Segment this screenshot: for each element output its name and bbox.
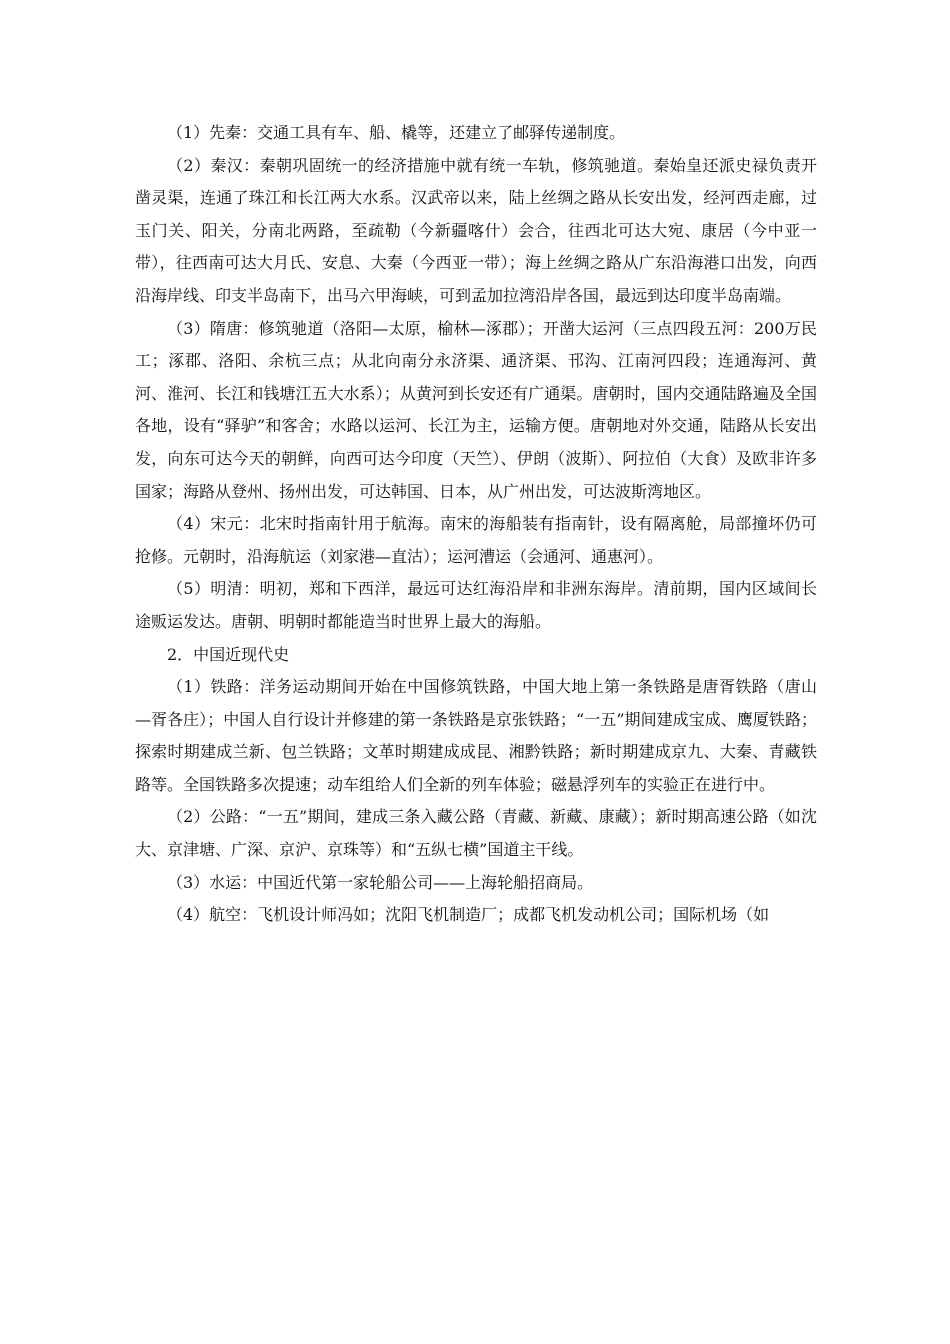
paragraph-water-transport: （3）水运：中国近代第一家轮船公司——上海轮船招商局。	[167, 872, 594, 892]
paragraph-pre-qin: （1）先秦：交通工具有车、船、橇等，还建立了邮驿传递制度。	[167, 123, 626, 142]
section-heading: 2．中国近现代史	[167, 644, 290, 664]
paragraph-qin-han: （2）秦汉：秦朝巩固统一的经济措施中就有统一车轨，修筑驰道。秦始皇还派史禄负责开凿灵渠，连通了珠江和长江两大水系。汉武帝以来，陆上丝绸之路从长安出发，经河西走廊，过玉门关、阳关，分南北两路，至疏勒（今新疆喀什）会合，往西北可达大宛、康居（今中亚一带），往西南可达大月氏、安息、大秦（今西亚一带）；海上丝绸之路从广东沿海港口出发，向西沿海岸线、印支半岛南下，出马六甲海峡，可到孟加拉湾沿岸各国，最远到达印度半岛南端。	[135, 155, 817, 305]
paragraph-highway: （2）公路：“一五”期间，建成三条入藏公路（青藏、新藏、康藏）；新时期高速公路（如沈大、京津塘、广深、京沪、京珠等）和“五纵七横”国道主干线。	[135, 807, 817, 860]
paragraph-song-yuan: （4）宋元：北宋时指南针用于航海。南宋的海船装有指南针，设有隔离舱，局部撞坏仍可抢修。元朝时，沿海航运（刘家港—直沽）；运河漕运（会通河、通惠河）。	[135, 514, 817, 566]
paragraph-sui-tang: （3）隋唐：修筑驰道（洛阳—太原，榆林—涿郡）；开凿大运河（三点四段五河：200万民工；涿郡、洛阳、余杭三点；从北向南分永济渠、通济渠、邗沟、江南河四段；连通海河、黄河、淮河、长江和钱塘江五大水系）；从黄河到长安还有广通渠。唐朝时，国内交通陆路遍及全国各地，设有“驿驴”和客舍；水路以运河、长江为主，运输方便。唐朝地对外交通，陆路从长安出发，向东可达今天的朝鲜，向西可达今印度（天竺）、伊朗（波斯）、阿拉伯（大食）及欧非许多国家；海路从登州、扬州出发，可达韩国、日本，从广州出发，可达波斯湾地区。	[135, 318, 817, 501]
document-body	[135, 117, 817, 932]
paragraph-railway: （1）铁路：洋务运动期间开始在中国修筑铁路，中国大地上第一条铁路是唐胥铁路（唐山—胥各庄）；中国人自行设计并修建的第一条铁路是京张铁路；“一五”期间建成宝成、鹰厦铁路；探索时期建成兰新、包兰铁路；文革时期建成成昆、湘黔铁路；新时期建成京九、大秦、青藏铁路等。全国铁路多次提速；动车组给人们全新的列车体验；磁悬浮列车的实验正在进行中。	[135, 677, 817, 794]
paragraph-aviation: （4）航空：飞机设计师冯如；沈阳飞机制造厂；成都飞机发动机公司；国际机场（如	[167, 905, 770, 925]
paragraph-ming-qing: （5）明清：明初，郑和下西洋，最远可达红海沿岸和非洲东海岸。清前期，国内区域间长途贩运发达。唐朝、明朝时都能造当时世界上最大的海船。	[135, 579, 817, 631]
